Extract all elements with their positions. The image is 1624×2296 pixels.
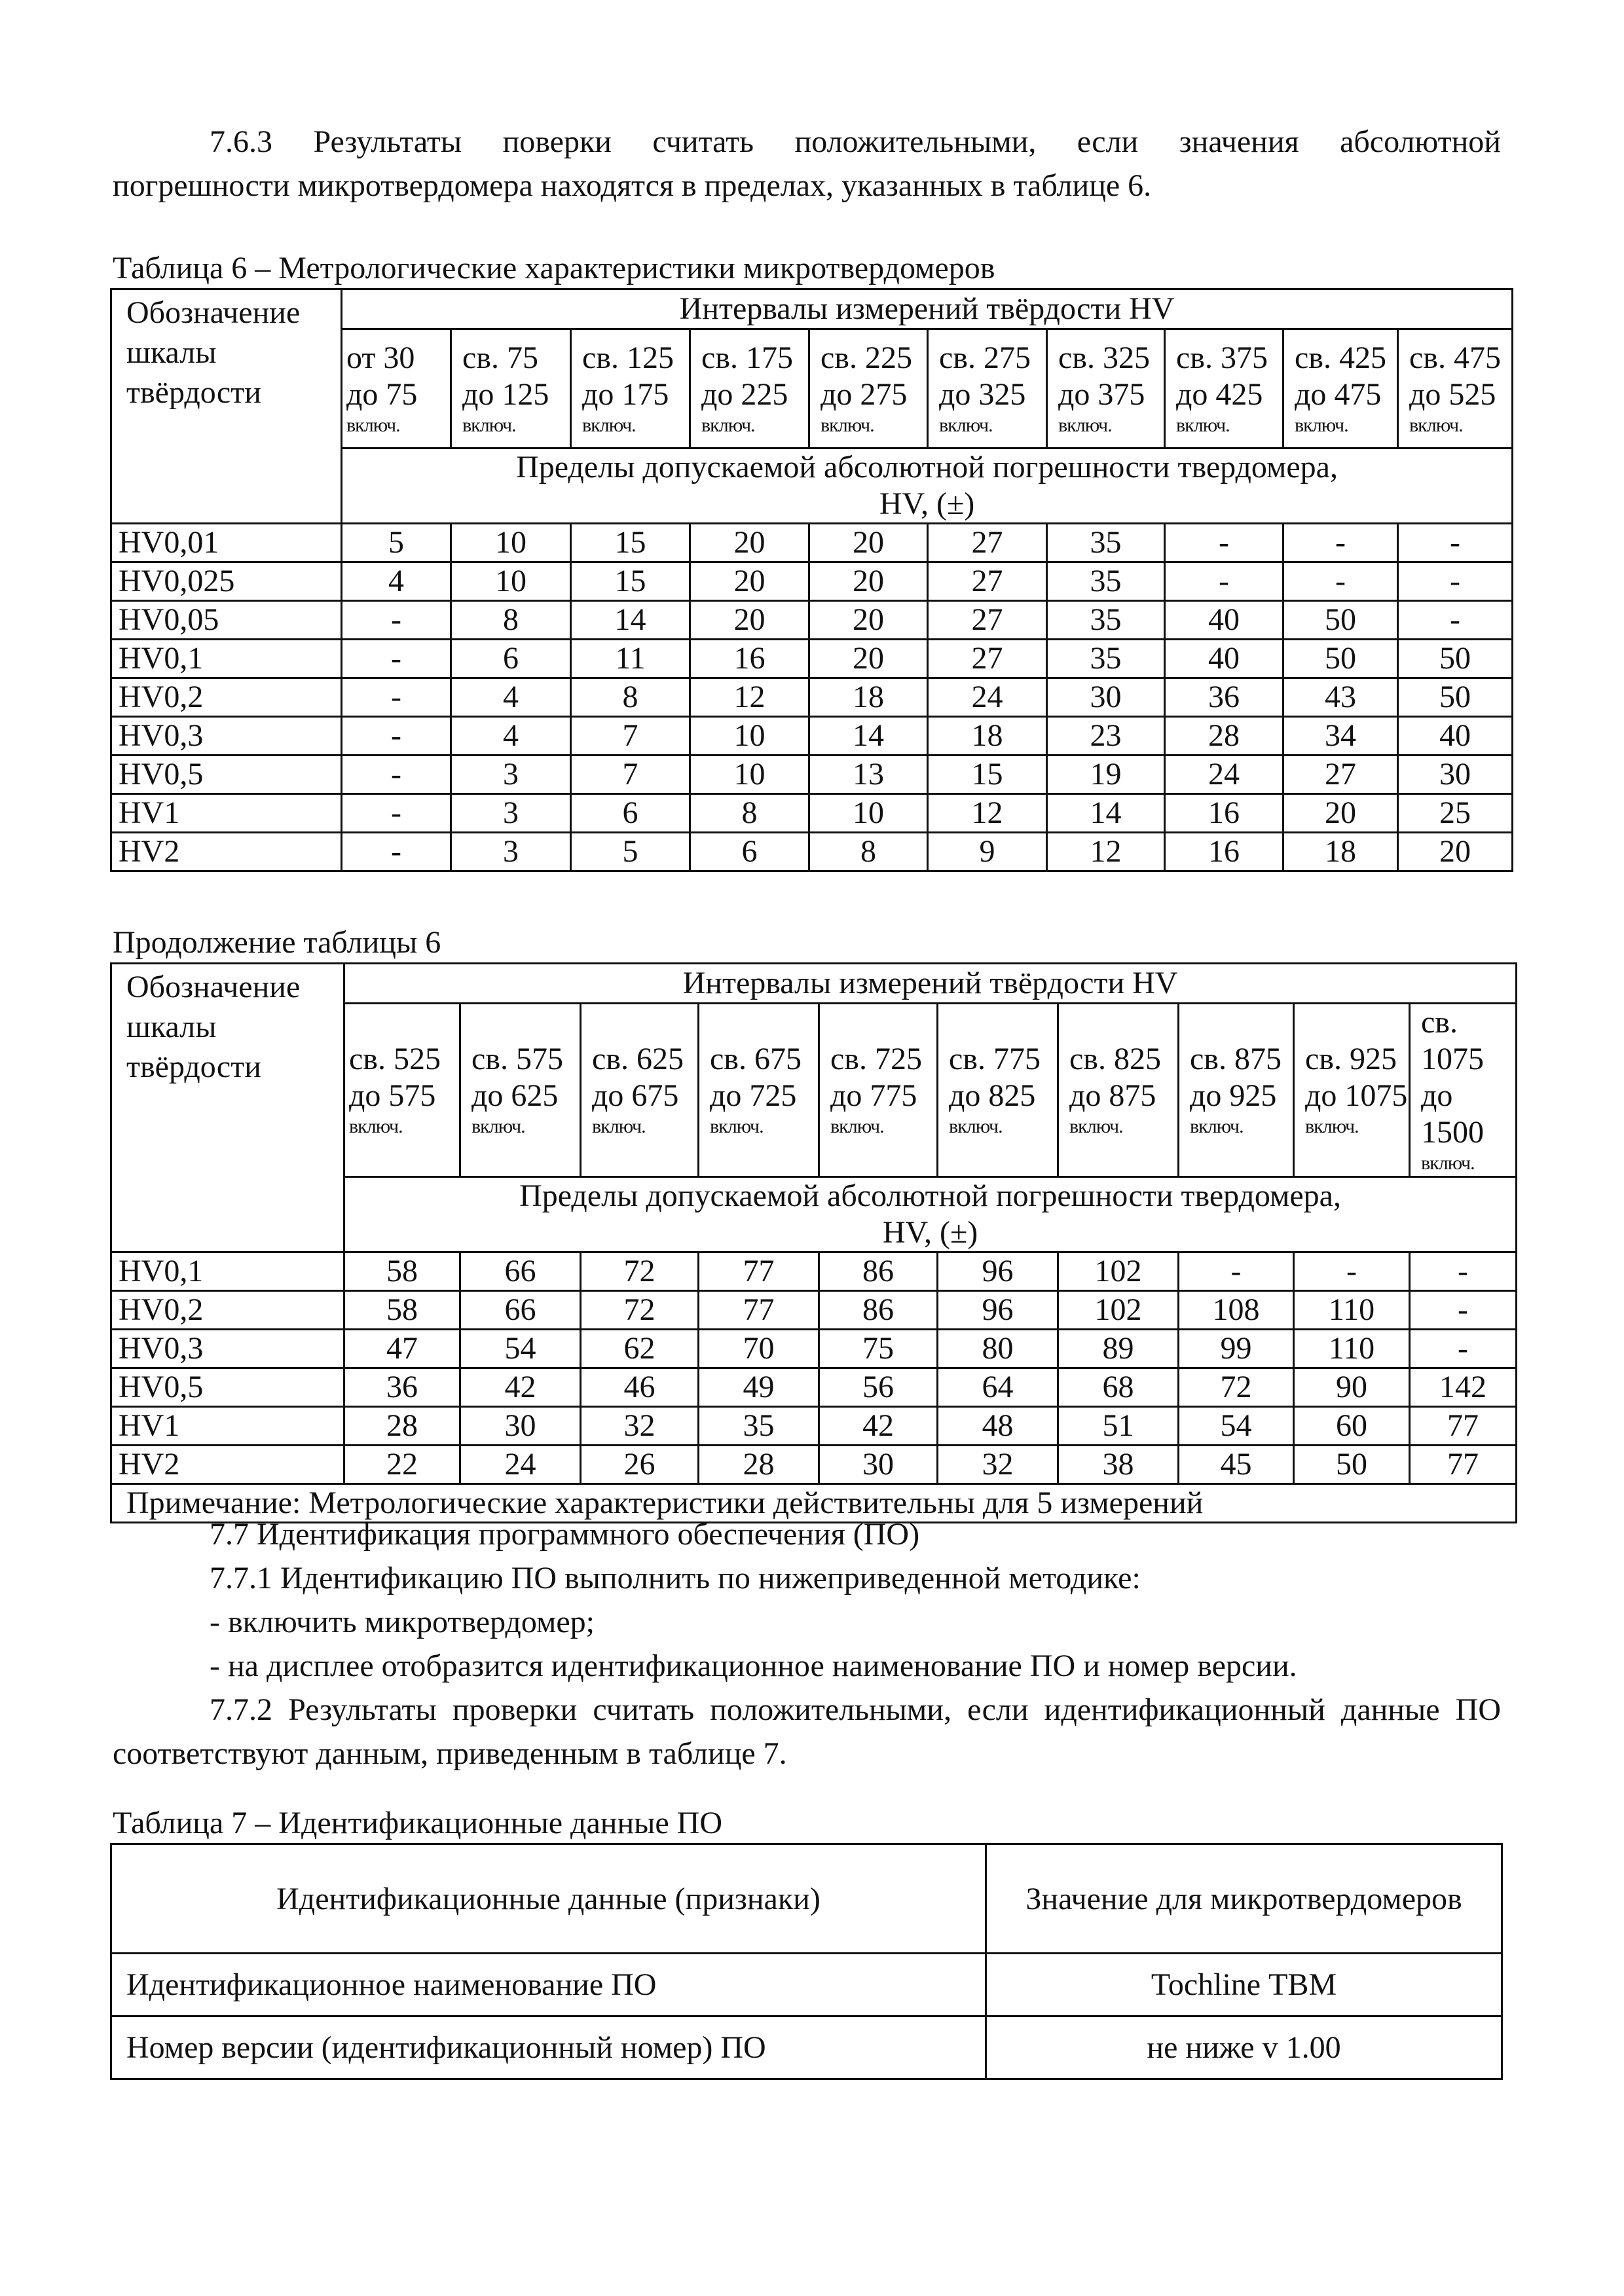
value-cell: 14 [571, 601, 690, 640]
interval-to: до 175 [582, 376, 669, 412]
scale-cell: HV0,5 [111, 1368, 344, 1407]
interval-inclusive: включ. [701, 414, 755, 436]
value-cell: 20 [1283, 794, 1398, 833]
value-cell: 42 [819, 1407, 938, 1446]
interval-header-cell [460, 1004, 581, 1177]
value-cell: 15 [571, 562, 690, 601]
interval-header-cell [342, 329, 451, 448]
value-cell: 54 [1179, 1407, 1294, 1446]
value-cell: 7 [571, 717, 690, 756]
value-cell: 50 [1283, 640, 1398, 678]
value-cell: 38 [1058, 1446, 1179, 1484]
value-cell: 35 [699, 1407, 819, 1446]
value-cell: 62 [581, 1330, 699, 1368]
value-cell: 6 [690, 833, 809, 871]
interval-from: св. 75 [462, 340, 538, 375]
value-cell: 3 [451, 794, 571, 833]
interval-to: до 725 [710, 1078, 797, 1113]
interval-from: св. 375 [1176, 340, 1268, 375]
table-row [111, 1330, 1517, 1368]
interval-inclusive: включ. [471, 1116, 525, 1137]
value-cell: - [342, 640, 451, 678]
interval-header-cell [1047, 329, 1165, 448]
value-cell: 4 [451, 678, 571, 717]
value-cell: - [1294, 1252, 1410, 1291]
interval-from: св. 775 [949, 1042, 1041, 1076]
interval-inclusive: включ. [949, 1116, 1003, 1137]
value-cell: 14 [1047, 794, 1165, 833]
interval-inclusive: включ. [346, 414, 400, 436]
scale-cell: HV0,01 [111, 524, 342, 562]
interval-inclusive: включ. [1176, 414, 1230, 436]
interval-to: до 1500 [1421, 1078, 1484, 1150]
interval-header-cell [1410, 1004, 1517, 1177]
bullet-2: - на дисплее отобразится идентификационное наименование ПО и номер версии. [210, 1649, 1297, 1683]
value-cell: 4 [451, 717, 571, 756]
value-cell: 27 [928, 524, 1047, 562]
value-cell: 20 [809, 601, 928, 640]
interval-from: св. 125 [582, 340, 674, 375]
table-row [111, 1407, 1517, 1446]
value-cell: 8 [571, 678, 690, 717]
value-cell: 77 [699, 1252, 819, 1291]
value-cell: 15 [571, 524, 690, 562]
value-cell: 30 [460, 1407, 581, 1446]
value-cell: 10 [451, 524, 571, 562]
interval-to: до 375 [1058, 376, 1145, 412]
table-row [111, 562, 1513, 601]
value-cell: 27 [1283, 756, 1398, 794]
value-cell: - [342, 756, 451, 794]
paragraph-772-line2: соответствуют данным, приведенным в таблице 7. [113, 1736, 787, 1771]
value-cell: 32 [581, 1407, 699, 1446]
value-cell: 110 [1294, 1291, 1410, 1330]
value-cell: 10 [451, 562, 571, 601]
value-cell: 32 [938, 1446, 1058, 1484]
value-cell: 12 [690, 678, 809, 717]
table6-cont-intervals-title: Интервалы измерений твёрдости HV [344, 964, 1517, 1004]
value-cell: - [1398, 524, 1513, 562]
value-cell: 7 [571, 756, 690, 794]
scale-cell: HV0,3 [111, 717, 342, 756]
table7-value-cell: Tochline ТВМ [986, 1954, 1502, 2016]
interval-inclusive: включ. [830, 1116, 884, 1137]
value-cell: 12 [928, 794, 1047, 833]
value-cell: - [342, 717, 451, 756]
scale-cell: HV0,2 [111, 1291, 344, 1330]
table-row [111, 717, 1513, 756]
value-cell: 27 [928, 562, 1047, 601]
value-cell: 50 [1398, 678, 1513, 717]
value-cell: 77 [1410, 1446, 1517, 1484]
value-cell: 26 [581, 1446, 699, 1484]
scale-cell: HV0,2 [111, 678, 342, 717]
value-cell: - [1410, 1252, 1517, 1291]
table6-continuation [110, 962, 1517, 1523]
table7-label-cell: Идентификационное наименование ПО [111, 1954, 986, 2016]
table7-header-right: Значение для микротвердомеров [986, 1844, 1502, 1954]
interval-to: до 575 [349, 1078, 436, 1113]
interval-from: св. 625 [592, 1042, 684, 1076]
value-cell: 3 [451, 833, 571, 871]
interval-to: до 875 [1069, 1078, 1156, 1113]
value-cell: 99 [1179, 1330, 1294, 1368]
interval-to: до 75 [346, 376, 418, 412]
value-cell: 36 [344, 1368, 460, 1407]
interval-to: до 925 [1190, 1078, 1277, 1113]
value-cell: 58 [344, 1291, 460, 1330]
interval-inclusive: включ. [1058, 414, 1112, 436]
interval-inclusive: включ. [1190, 1116, 1244, 1137]
value-cell: 19 [1047, 756, 1165, 794]
value-cell: 64 [938, 1368, 1058, 1407]
interval-inclusive: включ. [592, 1116, 646, 1137]
value-cell: 20 [690, 601, 809, 640]
value-cell: 142 [1410, 1368, 1517, 1407]
value-cell: 50 [1398, 640, 1513, 678]
table6-limits-title: Пределы допускаемой абсолютной погрешности твердомера, HV, (±) [342, 448, 1513, 524]
interval-from: от 30 [346, 340, 415, 375]
value-cell: 23 [1047, 717, 1165, 756]
value-cell: 45 [1179, 1446, 1294, 1484]
value-cell: 9 [928, 833, 1047, 871]
scale-cell: HV0,025 [111, 562, 342, 601]
value-cell: - [342, 833, 451, 871]
value-cell: 16 [690, 640, 809, 678]
value-cell: 22 [344, 1446, 460, 1484]
value-cell: 10 [809, 794, 928, 833]
interval-to: до 425 [1176, 376, 1263, 412]
paragraph-763-line2: погрешности микротвердомера находятся в пределах, указанных в таблице 6. [113, 168, 1152, 203]
value-cell: 6 [571, 794, 690, 833]
table6-cont-scale-header: Обозначение шкалы твёрдости [111, 964, 344, 1252]
value-cell: 86 [819, 1291, 938, 1330]
value-cell: 75 [819, 1330, 938, 1368]
value-cell: 16 [1165, 794, 1283, 833]
table7-header-left: Идентификационные данные (признаки) [111, 1844, 986, 1954]
value-cell: - [1179, 1252, 1294, 1291]
table7-caption: Таблица 7 – Идентификационные данные ПО [113, 1806, 723, 1840]
value-cell: 15 [928, 756, 1047, 794]
table6-scale-header: Обозначение шкалы твёрдости [111, 289, 342, 524]
value-cell: 20 [690, 524, 809, 562]
value-cell: 12 [1047, 833, 1165, 871]
table-row [111, 601, 1513, 640]
interval-from: св. 575 [471, 1042, 563, 1076]
interval-from: св. 325 [1058, 340, 1150, 375]
value-cell: 30 [1398, 756, 1513, 794]
table-row [111, 833, 1513, 871]
bullet-1: - включить микротвердомер; [210, 1605, 595, 1639]
interval-header-cell [1283, 329, 1398, 448]
value-cell: 3 [451, 756, 571, 794]
value-cell: - [1165, 562, 1283, 601]
value-cell: 42 [460, 1368, 581, 1407]
value-cell: 96 [938, 1291, 1058, 1330]
table-row [111, 1954, 1502, 2016]
scale-cell: HV2 [111, 833, 342, 871]
interval-from: св. 175 [701, 340, 793, 375]
value-cell: 54 [460, 1330, 581, 1368]
value-cell: 20 [690, 562, 809, 601]
value-cell: 28 [1165, 717, 1283, 756]
value-cell: 110 [1294, 1330, 1410, 1368]
value-cell: 40 [1398, 717, 1513, 756]
value-cell: 56 [819, 1368, 938, 1407]
interval-to: до 775 [830, 1078, 917, 1113]
value-cell: - [342, 601, 451, 640]
value-cell: 40 [1165, 640, 1283, 678]
value-cell: 72 [1179, 1368, 1294, 1407]
table-row [111, 756, 1513, 794]
value-cell: 108 [1179, 1291, 1294, 1330]
value-cell: 47 [344, 1330, 460, 1368]
table-row [111, 1252, 1517, 1291]
interval-to: до 675 [592, 1078, 679, 1113]
value-cell: 89 [1058, 1330, 1179, 1368]
scale-cell: HV0,5 [111, 756, 342, 794]
table6-note: Примечание: Метрологические характеристики действительны для 5 измерений [111, 1484, 1517, 1523]
value-cell: 51 [1058, 1407, 1179, 1446]
value-cell: 20 [1398, 833, 1513, 871]
interval-header-cell [451, 329, 571, 448]
interval-inclusive: включ. [1409, 414, 1463, 436]
value-cell: 102 [1058, 1252, 1179, 1291]
interval-from: св. 1075 [1421, 1005, 1484, 1076]
interval-to: до 325 [939, 376, 1026, 412]
interval-from: св. 225 [821, 340, 912, 375]
table6-intervals-title: Интервалы измерений твёрдости HV [342, 289, 1513, 329]
value-cell: 66 [460, 1252, 581, 1291]
value-cell: 34 [1283, 717, 1398, 756]
value-cell: 50 [1294, 1446, 1410, 1484]
heading-77: 7.7 Идентификация программного обеспечения (ПО) [210, 1517, 920, 1552]
value-cell: 50 [1283, 601, 1398, 640]
interval-header-cell [1398, 329, 1513, 448]
value-cell: 5 [571, 833, 690, 871]
interval-header-cell [928, 329, 1047, 448]
table6-cont-caption: Продолжение таблицы 6 [113, 925, 441, 960]
value-cell: 48 [938, 1407, 1058, 1446]
value-cell: 8 [690, 794, 809, 833]
value-cell: 66 [460, 1291, 581, 1330]
value-cell: 68 [1058, 1368, 1179, 1407]
interval-inclusive: включ. [1295, 414, 1348, 436]
scale-cell: HV0,1 [111, 640, 342, 678]
value-cell: 49 [699, 1368, 819, 1407]
interval-header-cell [1058, 1004, 1179, 1177]
value-cell: 18 [809, 678, 928, 717]
value-cell: 30 [819, 1446, 938, 1484]
value-cell: - [1398, 601, 1513, 640]
value-cell: 24 [460, 1446, 581, 1484]
table-row [111, 524, 1513, 562]
interval-from: св. 725 [830, 1042, 922, 1076]
table6 [110, 288, 1513, 872]
value-cell: 77 [1410, 1407, 1517, 1446]
table-row [111, 794, 1513, 833]
value-cell: - [1410, 1330, 1517, 1368]
interval-header-cell [571, 329, 690, 448]
interval-inclusive: включ. [349, 1116, 403, 1137]
interval-from: св. 425 [1295, 340, 1386, 375]
scale-cell: HV1 [111, 1407, 344, 1446]
value-cell: 5 [342, 524, 451, 562]
interval-from: св. 675 [710, 1042, 802, 1076]
value-cell: 77 [699, 1291, 819, 1330]
value-cell: 43 [1283, 678, 1398, 717]
interval-to: до 125 [462, 376, 549, 412]
value-cell: 58 [344, 1252, 460, 1291]
interval-inclusive: включ. [1069, 1116, 1123, 1137]
value-cell: - [1410, 1291, 1517, 1330]
paragraph-771: 7.7.1 Идентификацию ПО выполнить по нижеприведенной методике: [210, 1561, 1141, 1595]
value-cell: 35 [1047, 640, 1165, 678]
interval-from: св. 875 [1190, 1042, 1282, 1076]
interval-inclusive: включ. [1305, 1116, 1359, 1137]
scale-cell: HV0,1 [111, 1252, 344, 1291]
interval-from: св. 925 [1305, 1042, 1397, 1076]
scale-cell: HV0,3 [111, 1330, 344, 1368]
value-cell: 90 [1294, 1368, 1410, 1407]
interval-header-cell [1294, 1004, 1410, 1177]
value-cell: 86 [819, 1252, 938, 1291]
table7-label-cell: Номер версии (идентификационный номер) ПО [111, 2016, 986, 2079]
value-cell: 25 [1398, 794, 1513, 833]
value-cell: 16 [1165, 833, 1283, 871]
value-cell: 28 [699, 1446, 819, 1484]
scale-cell: HV0,05 [111, 601, 342, 640]
scale-cell: HV2 [111, 1446, 344, 1484]
value-cell: 24 [1165, 756, 1283, 794]
value-cell: 35 [1047, 524, 1165, 562]
value-cell: 14 [809, 717, 928, 756]
value-cell: 35 [1047, 562, 1165, 601]
interval-header-cell [344, 1004, 460, 1177]
value-cell: 11 [571, 640, 690, 678]
interval-inclusive: включ. [1421, 1152, 1475, 1174]
interval-header-cell [690, 329, 809, 448]
interval-to: до 625 [471, 1078, 559, 1113]
value-cell: 72 [581, 1291, 699, 1330]
value-cell: - [1283, 524, 1398, 562]
interval-header-cell [1165, 329, 1283, 448]
value-cell: - [1165, 524, 1283, 562]
interval-header-cell [581, 1004, 699, 1177]
interval-inclusive: включ. [939, 414, 993, 436]
value-cell: 20 [809, 640, 928, 678]
value-cell: 6 [451, 640, 571, 678]
interval-inclusive: включ. [582, 414, 636, 436]
table7-value-cell: не ниже v 1.00 [986, 2016, 1502, 2079]
scale-cell: HV1 [111, 794, 342, 833]
value-cell: 35 [1047, 601, 1165, 640]
value-cell: 10 [690, 756, 809, 794]
interval-header-cell [819, 1004, 938, 1177]
value-cell: 8 [809, 833, 928, 871]
table7 [110, 1843, 1503, 2080]
value-cell: 18 [928, 717, 1047, 756]
table-row [111, 1446, 1517, 1484]
value-cell: 46 [581, 1368, 699, 1407]
value-cell: 40 [1165, 601, 1283, 640]
value-cell: 30 [1047, 678, 1165, 717]
interval-to: до 275 [821, 376, 908, 412]
interval-from: св. 475 [1409, 340, 1501, 375]
value-cell: - [342, 678, 451, 717]
interval-to: до 475 [1295, 376, 1382, 412]
interval-inclusive: включ. [710, 1116, 764, 1137]
value-cell: 102 [1058, 1291, 1179, 1330]
table6-cont-limits-title: Пределы допускаемой абсолютной погрешности твердомера, HV, (±) [344, 1177, 1517, 1252]
value-cell: 20 [809, 524, 928, 562]
paragraph-763-line1: 7.6.3 Результаты поверки считать положительными, если значения абсолютной [210, 124, 1501, 159]
value-cell: 24 [928, 678, 1047, 717]
interval-header-cell [938, 1004, 1058, 1177]
value-cell: 80 [938, 1330, 1058, 1368]
interval-header-cell [1179, 1004, 1294, 1177]
paragraph-772-line1: 7.7.2 Результаты проверки считать положительными, если идентификационный данные ПО [210, 1692, 1501, 1727]
interval-to: до 1075 [1305, 1078, 1408, 1113]
value-cell: 10 [690, 717, 809, 756]
interval-from: св. 825 [1069, 1042, 1161, 1076]
value-cell: - [342, 794, 451, 833]
value-cell: 72 [581, 1252, 699, 1291]
value-cell: 70 [699, 1330, 819, 1368]
table-row [111, 1291, 1517, 1330]
table-row [111, 2016, 1502, 2079]
interval-header-cell [699, 1004, 819, 1177]
value-cell: - [1398, 562, 1513, 601]
interval-to: до 525 [1409, 376, 1496, 412]
value-cell: 8 [451, 601, 571, 640]
value-cell: 27 [928, 601, 1047, 640]
value-cell: 27 [928, 640, 1047, 678]
value-cell: 36 [1165, 678, 1283, 717]
table6-caption: Таблица 6 – Метрологические характеристики микротвердомеров [113, 251, 995, 285]
interval-from: св. 275 [939, 340, 1031, 375]
table-row [111, 1368, 1517, 1407]
value-cell: 20 [809, 562, 928, 601]
interval-to: до 825 [949, 1078, 1036, 1113]
interval-from: св. 525 [349, 1042, 441, 1076]
value-cell: - [1283, 562, 1398, 601]
interval-inclusive: включ. [462, 414, 516, 436]
value-cell: 4 [342, 562, 451, 601]
table-row [111, 678, 1513, 717]
interval-inclusive: включ. [821, 414, 874, 436]
value-cell: 13 [809, 756, 928, 794]
value-cell: 96 [938, 1252, 1058, 1291]
value-cell: 28 [344, 1407, 460, 1446]
value-cell: 60 [1294, 1407, 1410, 1446]
interval-to: до 225 [701, 376, 788, 412]
table-row [111, 640, 1513, 678]
interval-header-cell [809, 329, 928, 448]
value-cell: 18 [1283, 833, 1398, 871]
